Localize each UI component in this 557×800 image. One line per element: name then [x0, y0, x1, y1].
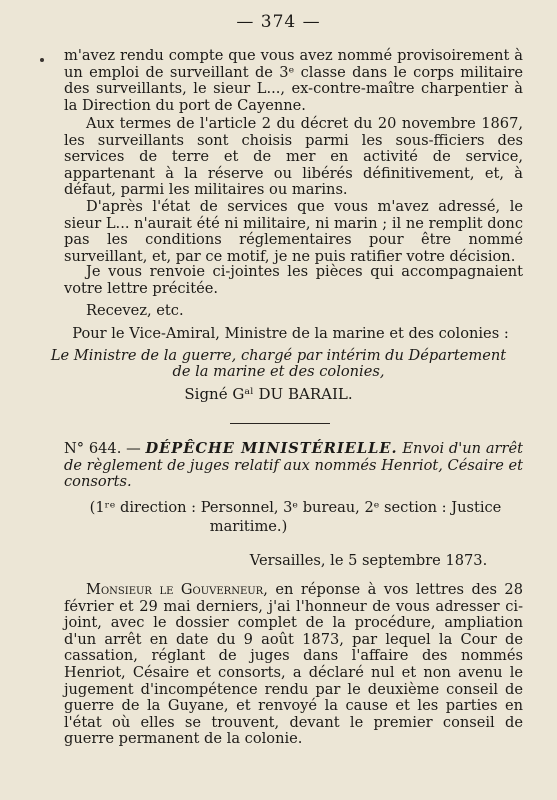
- paragraph-2: Aux termes de l'article 2 du décret du 20 novembre 1867, les surveillants sont choisis parmi les sous-fficiers des services de terre et de mer en activité de service, appartenant à la réserve ou libérés définitivement, et, à défaut, parmi les militaires ou marins.: [64, 115, 523, 199]
- section-divider: [230, 423, 330, 424]
- direction-line-2: maritime.): [209, 518, 288, 535]
- dispatch-heading: [64, 441, 523, 491]
- dispatch-body-text: en réponse à vos lettres des 28 février et 29 mai derniers, j'ai l'honneur de vous adresser ci-joint, avec le dossier complet de la procédure, ampliation d'un arrêt en date du 9 août 1873, par lequel la Cour de cassation, réglant de juges dans l'affaire des nommés Henriot, Césaire et consorts, a déclaré nul et non avenu le jugement d'incompétence rendu par le deuxième conseil de guerre de la Guyane, et renvoyé la cause et les parties en l'état où elles se trouvent, devant le premier conseil de guerre permanent de la colonie.: [64, 581, 524, 748]
- dispatch-title: DÉPÊCHE MINISTÉRIELLE.: [145, 440, 398, 457]
- page-number: — 374 —: [236, 12, 321, 32]
- paragraph-4: Je vous renvoie ci-jointes les pièces qui accompagnaient votre lettre précitée.: [64, 263, 523, 297]
- dateline: Versailles, le 5 septembre 1873.: [249, 552, 488, 569]
- dispatch-body: [64, 582, 523, 748]
- paragraph-1: m'avez rendu compte que vous avez nommé provisoirement à un emploi de surveillant de 3ᵉ classe dans le corps militaire des surveillants, le sieur L..., ex-contre-maître charpentier à la Direction du port de Cayenne.: [64, 47, 523, 114]
- paragraph-3: D'après l'état de services que vous m'avez adressé, le sieur L... n'aurait été ni militaire, ni marin ; il ne remplit donc pas les conditions réglementaires pour être nommé surveillant, et, par ce motif, je ne puis ratifier votre décision.: [64, 198, 523, 265]
- signature-name: Signé Gᵃˡ DU BARAIL.: [184, 385, 353, 403]
- margin-speck: [40, 58, 44, 62]
- signature-line-1: Pour le Vice-Amiral, Ministre de la marine et des colonies :: [72, 325, 509, 342]
- paragraph-closing: Recevez, etc.: [86, 302, 184, 319]
- direction-line-1: (1ʳᵉ direction : Personnel, 3ᵉ bureau, 2ᵉ section : Justice: [89, 499, 502, 516]
- dispatch-number: N° 644. —: [64, 440, 141, 457]
- salutation: Monsieur le Gouverneur,: [86, 581, 268, 598]
- signature-line-3: de la marine et des colonies,: [172, 363, 385, 380]
- signature-line-2: Le Ministre de la guerre, chargé par intérim du Département: [50, 347, 507, 364]
- dispatch-subject: Envoi d'un arrêt de règlement de juges relatif aux nommés Henriot, Césaire et consorts.: [64, 440, 524, 491]
